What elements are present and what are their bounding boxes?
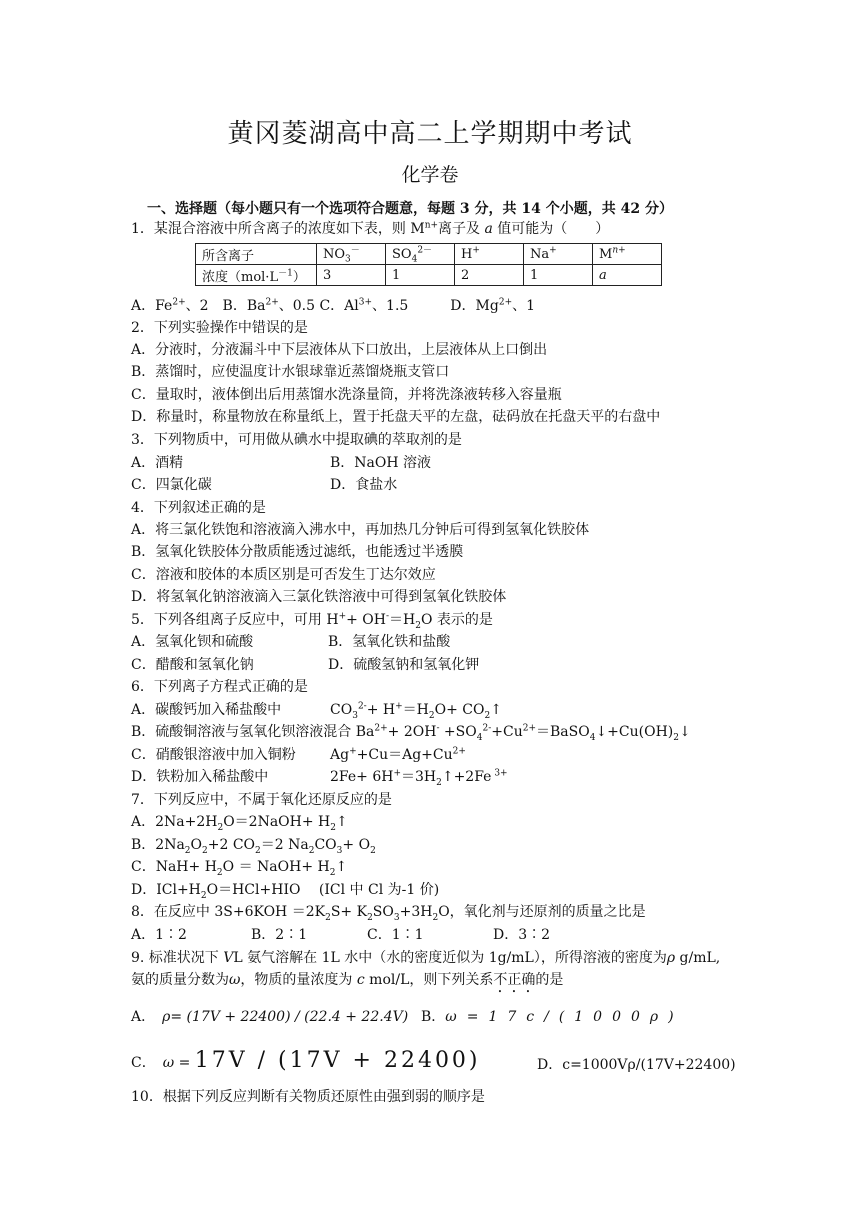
q3-option-c: C．四氯化碳	[131, 477, 212, 493]
q5-option-a: A．氢氧化钡和硫酸	[131, 634, 254, 650]
table-cell: $NO_3^-$	[317, 244, 386, 265]
q8-option-a: A．1∶2	[131, 927, 187, 943]
q5-option-c: C．醋酸和氢氧化钠	[131, 657, 254, 673]
q8-option-d: D．3∶2	[493, 927, 551, 943]
q6-equation-a: $CO_3^{2-}+ H^+=H_2O+$ $CO_2↑$	[330, 701, 502, 721]
q9-option-b: B．ω=17c/(1000ρ)	[421, 1009, 684, 1025]
table-row	[196, 265, 662, 286]
table-cell: 2	[455, 265, 524, 286]
q9-option-a: A． ρ= (17V + 22400) / (22.4 + 22.4V)	[131, 1009, 409, 1025]
q9-formula-b: ω=17c/(1000ρ)	[445, 1009, 684, 1025]
q3-stem: 3．下列物质中，可用做从碘水中提取碘的萃取剂的是	[131, 432, 462, 448]
exam-subtitle: 化学卷	[401, 164, 459, 186]
q8-stem: 8．在反应中 $3S+6KOH =2K_2S+ K_2SO_3+3H_2O$，氧化剂与还原剂的质量之比是	[131, 904, 646, 923]
q10-stem: 10．根据下列反应判断有关物质还原性由强到弱的顺序是	[131, 1089, 485, 1105]
q2-option-b: B．蒸馏时，应使温度计水银球靠近蒸馏烧瓶支管口	[131, 364, 450, 380]
q2-option-d: D．称量时，称量物放在称量纸上，置于托盘天平的左盘，砝码放在托盘天平的右盘中	[131, 409, 661, 425]
q8-option-c: C．1∶1	[367, 927, 424, 943]
q4-stem: 4．下列叙述正确的是	[131, 500, 266, 516]
q8-option-b: B．2∶1	[251, 927, 308, 943]
q7-option-c: C．$NaH+ H_2O$ ＝ NaOH+ $H_2↑$	[131, 859, 348, 878]
q4-option-c: C．溶液和胶体的本质区别是可否发生丁达尔效应	[131, 567, 436, 583]
q3-option-b: B．NaOH 溶液	[330, 455, 432, 471]
section-heading: 一、选择题（每小题只有一个选项符合题意，每题 3 分，共 14 个小题，共 42 分）	[147, 201, 673, 217]
table-row	[196, 244, 662, 265]
q5-option-b: B．氢氧化铁和盐酸	[328, 634, 451, 650]
table-cell: 浓度$(mol\cdot L^{-1})$	[196, 265, 317, 286]
q7-option-a: A．$2Na+2H_2O=2NaOH+$ $H_2↑$	[131, 814, 348, 833]
q2-stem: 2．下列实验操作中错误的是	[131, 320, 308, 336]
q4-option-d: D．将氢氧化钠溶液滴入三氯化铁溶液中可得到氢氧化铁胶体	[131, 589, 507, 605]
q4-option-a: A．将三氯化铁饱和溶液滴入沸水中，再加热几分钟后可得到氢氧化铁胶体	[131, 522, 590, 538]
table-cell: a	[593, 265, 662, 286]
q5-options-row2	[131, 656, 480, 674]
table-cell: $SO_4^{2-}$	[386, 244, 455, 265]
q9-stem-line2: 氨的质量分数为ω，物质的量浓度为 c mol/L，则下列关系不正确的是	[131, 972, 564, 988]
q2-option-a: A．分液时，分液漏斗中下层液体从下口放出，上层液体从上口倒出	[131, 342, 548, 358]
q3-option-a: A．酒精	[131, 455, 184, 471]
q4-option-b: B．氢氧化铁胶体分散质能透过滤纸，也能透过半透膜	[131, 544, 464, 560]
q7-option-b: B．$2Na_2O_2+2$ $CO_2=2$ $Na_2CO_3+ O_2$	[131, 837, 376, 856]
table-cell: H+	[455, 244, 524, 265]
q9-formula-c: 17V / (17V + 22400)	[194, 1048, 481, 1073]
ion-concentration-table	[195, 243, 662, 286]
q9-option-d: D．c=1000Vρ/(17V+22400)	[537, 1057, 736, 1073]
q6-option-a: A．碳酸钙加入稀盐酸中 $CO_3^{2-}+ H^+=H_2O+$ $CO_2↑$	[131, 701, 502, 721]
q5-stem: 5．下列各组离子反应中，可用 $H^++ OH^-=H_2O$ 表示的是	[131, 611, 493, 631]
q9-formula-a: ρ= (17V + 22400) / (22.4 + 22.4V)	[162, 1009, 409, 1025]
q9-formula-d: c=1000Vρ/(17V+22400)	[562, 1057, 736, 1073]
q3-options-row1	[131, 454, 432, 472]
q6-equation-d: $2Fe+ 6H^+=3H_2↑+2Fe$ $^{3+}$	[330, 768, 508, 788]
q1-stem: 1．某混合溶液中所含离子的浓度如下表，则 $M^{n+}$离子及 a 值可能为（ ）	[131, 220, 610, 237]
q6-stem: 6．下列离子方程式正确的是	[131, 679, 308, 695]
q1-options: A．$Fe^{2+}$、2 B．$Ba^{2+}$、0.5 C．$Al^{3+}$、1.5 D．$Mg^{2+}$、1	[131, 297, 536, 314]
table-cell: 1	[524, 265, 593, 286]
table-cell: 所含离子	[196, 244, 317, 265]
q6-option-d: D．铁粉加入稀盐酸中 $2Fe+ 6H^+=3H_2↑+2Fe$ $^{3+}$	[131, 768, 508, 788]
table-cell: 3	[317, 265, 386, 286]
q5-options-row1	[131, 633, 451, 651]
q6-option-b: B．硫酸铜溶液与氢氧化钡溶液混合 $Ba^{2+}+ 2OH^-$ $+SO_4^{2-}+Cu^{2+}=BaSO_4↓+Cu(OH)_2↓$	[131, 723, 691, 743]
q6-option-c: C．硝酸银溶液中加入铜粉 $Ag^++Cu=Ag+Cu^{2+}$	[131, 746, 466, 763]
q5-option-d: D．硫酸氢钠和氢氧化钾	[328, 657, 480, 673]
q8-options	[131, 926, 551, 944]
q3-option-d: D．食盐水	[330, 477, 398, 493]
q9-stem-line1: 9. 标准状况下 VL 氨气溶解在 1L 水中（水的密度近似为 1g/mL），所得溶液的密度为ρ g/mL,	[131, 950, 721, 966]
q3-options-row2	[131, 476, 398, 494]
q7-stem: 7．下列反应中，不属于氧化还原反应的是	[131, 792, 392, 808]
q9-option-c: C． ω = 17V / (17V + 22400)	[131, 1048, 481, 1073]
exam-title: 黄冈菱湖高中高二上学期期中考试	[227, 119, 633, 149]
table-cell: Na+	[524, 244, 593, 265]
q6-equation-c: $Ag^++Cu=Ag+Cu^{2+}$	[330, 746, 466, 763]
q7-option-d: D．$ICl+H_2O=HCl+HIO$ (ICl 中 Cl 为-1 价)	[131, 882, 440, 901]
q2-option-c: C．量取时，液体倒出后用蒸馏水洗涤量筒，并将洗涤液转移入容量瓶	[131, 387, 562, 403]
table-cell: 1	[386, 265, 455, 286]
table-cell: $M^{n+}$	[593, 244, 662, 265]
